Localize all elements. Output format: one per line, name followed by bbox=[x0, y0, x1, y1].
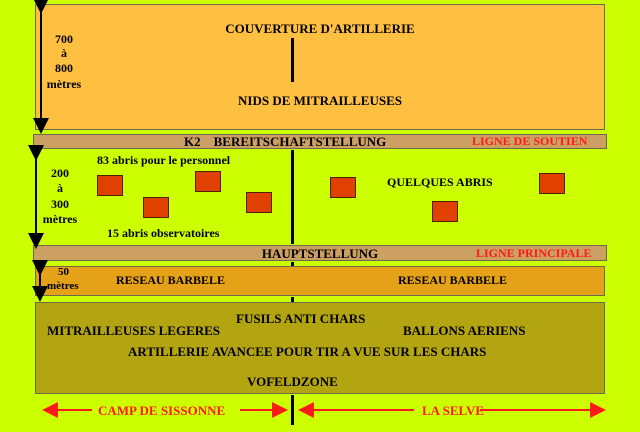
barbele-distance-unit: mètres bbox=[47, 280, 79, 292]
middle-distance-sep: à bbox=[57, 181, 63, 195]
balloons-label: BALLONS AERIENS bbox=[403, 323, 526, 338]
top-distance-sep: à bbox=[61, 46, 67, 60]
observation-shelters-label: 15 abris observatoires bbox=[107, 226, 220, 240]
barbed-wire-right-label: RESEAU BARBELE bbox=[398, 273, 508, 287]
forefield-zone-label: VOFELDZONE bbox=[247, 374, 338, 389]
main-line-label: LIGNE PRINCIPALE bbox=[476, 246, 592, 260]
machine-gun-nests-label: NIDS DE MITRAILLEUSES bbox=[238, 93, 402, 108]
anti-tank-rifles-label: FUSILS ANTI CHARS bbox=[236, 311, 366, 326]
top-distance-value2: 800 bbox=[55, 61, 73, 75]
top-distance-unit: mètres bbox=[46, 77, 82, 91]
forward-artillery-label: ARTILLERIE AVANCEE POUR TIR A VUE SUR LES CHARS bbox=[128, 344, 487, 359]
la-selve-label: LA SELVE bbox=[422, 403, 485, 418]
barbele-distance-value: 50 bbox=[58, 266, 69, 278]
middle-distance-unit: mètres bbox=[42, 212, 78, 226]
barbed-wire-left-label: RESEAU BARBELE bbox=[116, 273, 226, 287]
support-line-label: LIGNE DE SOUTIEN bbox=[472, 134, 588, 148]
light-machine-guns-label: MITRAILLEUSES LEGERES bbox=[47, 323, 221, 338]
top-distance-value: 700 bbox=[55, 32, 73, 46]
camp-sissonne-label: CAMP DE SISSONNE bbox=[98, 403, 226, 418]
middle-distance-value2: 300 bbox=[51, 197, 69, 211]
middle-distance-value: 200 bbox=[51, 166, 69, 180]
main-position-label: HAUPTSTELLUNG bbox=[261, 246, 379, 261]
personnel-shelters-label: 83 abris pour le personnel bbox=[97, 153, 231, 167]
k2-band-label: K2 BEREITSCHAFTSTELLUNG bbox=[184, 134, 387, 149]
few-shelters-label: QUELQUES ABRIS bbox=[387, 175, 493, 189]
artillery-cover-title: COUVERTURE D'ARTILLERIE bbox=[225, 21, 415, 36]
